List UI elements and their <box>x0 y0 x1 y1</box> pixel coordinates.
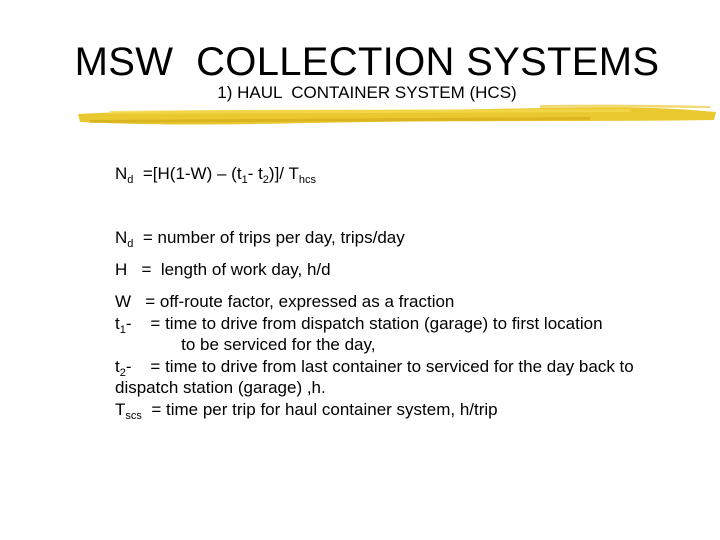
t1-def-text: - = time to drive from dispatch station (garage) to first location <box>125 314 603 333</box>
nd-def-subscript: d <box>127 238 134 250</box>
t1-def-symbol: t <box>115 314 120 333</box>
formula-part-3: )]/ T <box>268 164 299 183</box>
t2-subscript: 2 <box>262 174 269 186</box>
tscs-def-subscript: scs <box>125 410 142 422</box>
highlight-brush-stroke <box>70 100 720 132</box>
definition-nd <box>115 227 405 255</box>
t1-subscript: 1 <box>241 174 248 186</box>
t2-def-symbol: t <box>115 357 120 376</box>
tscs-def-text: = time per trip for haul container system, h/trip <box>141 400 498 419</box>
t1-def-subscript: 1 <box>119 324 126 336</box>
slide-subtitle: 1) HAUL CONTAINER SYSTEM (HCS) <box>217 83 517 102</box>
definition-tscs <box>115 399 498 427</box>
nd-def-text: = number of trips per day, trips/day <box>133 228 405 247</box>
formula-part-2: - t <box>247 164 263 183</box>
slide-title: MSW COLLECTION SYSTEMS <box>74 40 660 84</box>
definition-t1-continued: to be serviced for the day, <box>115 335 376 354</box>
definition-t2-continued: dispatch station (garage) ,h. <box>115 378 326 397</box>
brush-tail <box>540 105 710 108</box>
definition-w: W = off-route factor, expressed as a fraction <box>115 292 455 311</box>
nd-subscript: d <box>127 174 134 186</box>
formula-line <box>115 163 316 191</box>
tscs-def-symbol: T <box>115 400 126 419</box>
nd-symbol: N <box>115 164 128 183</box>
nd-def-symbol: N <box>115 228 128 247</box>
thcs-subscript: hcs <box>298 174 316 186</box>
definition-h: H = length of work day, h/d <box>115 260 331 279</box>
formula-part-1: =[H(1-W) – (t <box>133 164 242 183</box>
t2-def-text: - = time to drive from last container to serviced for the day back to <box>125 357 634 376</box>
t2-def-subscript: 2 <box>119 367 126 379</box>
